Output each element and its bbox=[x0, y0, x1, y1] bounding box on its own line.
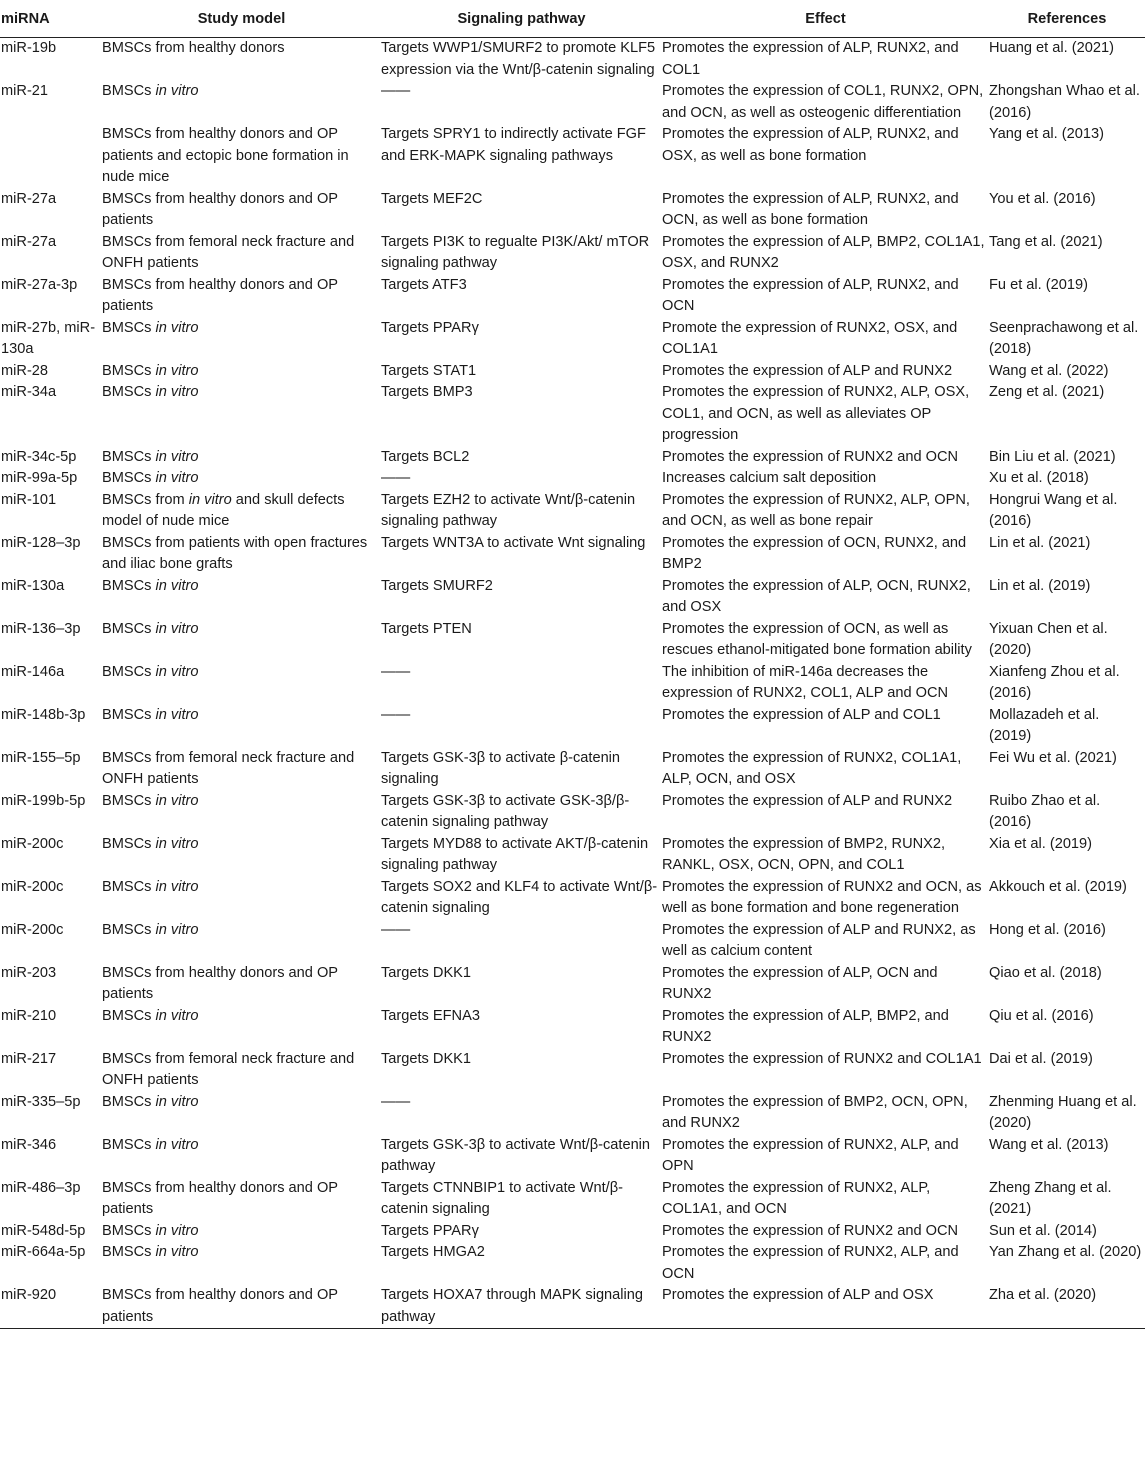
cell-mirna: miR-664a-5p bbox=[1, 1244, 86, 1260]
cell-mirna: miR-128–3p bbox=[1, 534, 81, 551]
table-row bbox=[0, 275, 1145, 318]
cell-study-model bbox=[102, 38, 381, 82]
cell-study-model bbox=[102, 1285, 381, 1329]
study-model-text: BMSCs from healthy donors and OP patients bbox=[102, 1179, 338, 1217]
table-row bbox=[0, 1285, 1145, 1329]
study-model-text: BMSCs from patients with open fractures and iliac bone grafts bbox=[102, 534, 368, 572]
study-model-text: BMSCs from femoral neck fracture and ONFH patients bbox=[102, 1050, 355, 1088]
table-row bbox=[0, 490, 1145, 533]
study-model-italic: in vitro bbox=[155, 1244, 199, 1260]
cell-reference: Xia et al. (2019) bbox=[989, 835, 1093, 852]
cell-study-model bbox=[102, 1178, 381, 1221]
cell-signaling-pathway: Targets STAT1 bbox=[381, 362, 477, 379]
cell-mirna: miR-217 bbox=[1, 1050, 57, 1067]
table-row bbox=[0, 1049, 1145, 1092]
cell-signaling-pathway: Targets PI3K to regualte PI3K/Akt/ mTOR signaling pathway bbox=[381, 233, 650, 271]
cell-reference: Hongrui Wang et al. (2016) bbox=[989, 491, 1118, 529]
cell-signaling-pathway: —— bbox=[381, 470, 411, 486]
cell-mirna: miR-200c bbox=[1, 921, 64, 938]
study-model-text: BMSCs bbox=[102, 620, 156, 637]
cell-study-model bbox=[102, 748, 381, 791]
study-model-text: BMSCs bbox=[102, 1007, 156, 1024]
cell-study-model bbox=[102, 189, 381, 232]
cell-signaling-pathway: —— bbox=[381, 921, 411, 938]
study-model-italic: in vitro bbox=[155, 663, 199, 680]
cell-mirna: miR-136–3p bbox=[1, 620, 81, 637]
table-row bbox=[0, 318, 1145, 361]
study-model-text: BMSCs from healthy donors and OP patients and ectopic bone formation in nude mice bbox=[102, 126, 349, 185]
study-model-text: BMSCs from healthy donors and OP patients bbox=[102, 276, 338, 314]
cell-study-model bbox=[102, 447, 381, 469]
cell-reference: Qiao et al. (2018) bbox=[989, 964, 1102, 981]
cell-effect: Promote the expression of RUNX2, OSX, and COL1A1 bbox=[662, 319, 958, 357]
study-model-text: BMSCs bbox=[102, 1244, 156, 1260]
cell-effect: Increases calcium salt deposition bbox=[662, 470, 877, 486]
study-model-italic: in vitro bbox=[155, 470, 199, 486]
table-row bbox=[0, 189, 1145, 232]
cell-reference: Ruibo Zhao et al. (2016) bbox=[989, 792, 1101, 830]
cell-study-model bbox=[102, 124, 381, 189]
cell-effect: Promotes the expression of ALP and COL1 bbox=[662, 706, 941, 723]
cell-reference: Zeng et al. (2021) bbox=[989, 384, 1105, 400]
study-model-text: BMSCs bbox=[102, 921, 156, 938]
cell-signaling-pathway: Targets MEF2C bbox=[381, 190, 483, 207]
study-model-text: BMSCs bbox=[102, 83, 156, 99]
table-row bbox=[0, 232, 1145, 275]
cell-mirna: miR-486–3p bbox=[1, 1179, 81, 1196]
cell-reference: Lin et al. (2021) bbox=[989, 534, 1091, 551]
table-row bbox=[0, 38, 1145, 82]
cell-study-model bbox=[102, 533, 381, 576]
study-model-italic: in vitro bbox=[155, 1093, 199, 1110]
cell-mirna: miR-335–5p bbox=[1, 1093, 81, 1110]
study-model-text: BMSCs bbox=[102, 577, 156, 594]
cell-effect: The inhibition of miR-146a decreases the expression of RUNX2, COL1, ALP and OCN bbox=[662, 663, 949, 701]
header-row bbox=[0, 0, 1145, 38]
cell-reference: Zheng Zhang et al. (2021) bbox=[989, 1179, 1112, 1217]
cell-mirna: miR-155–5p bbox=[1, 749, 81, 766]
cell-signaling-pathway: Targets WNT3A to activate Wnt signaling bbox=[381, 534, 646, 551]
study-model-text: BMSCs from healthy donors bbox=[102, 40, 285, 56]
table-row bbox=[0, 963, 1145, 1006]
cell-reference: Seenprachawong et al. (2018) bbox=[989, 319, 1139, 357]
cell-reference: Tang et al. (2021) bbox=[989, 233, 1103, 250]
cell-mirna: miR-21 bbox=[1, 83, 49, 99]
cell-study-model bbox=[102, 468, 381, 490]
cell-signaling-pathway: Targets BMP3 bbox=[381, 384, 473, 400]
cell-mirna: miR-148b-3p bbox=[1, 706, 86, 723]
cell-effect: Promotes the expression of ALP, OCN and RUNX2 bbox=[662, 964, 938, 1002]
cell-study-model bbox=[102, 1135, 381, 1178]
header-mirna: miRNA bbox=[0, 0, 102, 38]
cell-mirna: miR-200c bbox=[1, 835, 64, 852]
cell-reference: Dai et al. (2019) bbox=[989, 1050, 1093, 1067]
cell-signaling-pathway: —— bbox=[381, 1093, 411, 1110]
cell-signaling-pathway: Targets GSK-3β to activate GSK-3β/β-catenin signaling pathway bbox=[381, 792, 630, 830]
cell-signaling-pathway: Targets MYD88 to activate AKT/β-catenin signaling pathway bbox=[381, 835, 649, 873]
study-model-text: BMSCs from femoral neck fracture and ONFH patients bbox=[102, 749, 355, 787]
cell-study-model bbox=[102, 232, 381, 275]
cell-effect: Promotes the expression of RUNX2 and OCN, as well as bone formation and bone regeneration bbox=[662, 878, 982, 916]
study-model-text: BMSCs bbox=[102, 835, 156, 852]
cell-study-model bbox=[102, 1049, 381, 1092]
cell-signaling-pathway: Targets EZH2 to activate Wnt/β-catenin signaling pathway bbox=[381, 491, 636, 529]
cell-reference: Akkouch et al. (2019) bbox=[989, 878, 1127, 895]
cell-signaling-pathway: Targets SMURF2 bbox=[381, 577, 493, 594]
table-row bbox=[0, 877, 1145, 920]
cell-mirna: miR-27a-3p bbox=[1, 276, 78, 293]
study-model-text: BMSCs bbox=[102, 470, 156, 486]
table-header bbox=[0, 0, 1145, 38]
cell-reference: Qiu et al. (2016) bbox=[989, 1007, 1094, 1024]
cell-reference: Yang et al. (2013) bbox=[989, 126, 1104, 142]
cell-signaling-pathway: —— bbox=[381, 83, 411, 99]
cell-effect: Promotes the expression of RUNX2, ALP, OSX, COL1, and OCN, as well as alleviates OP progression bbox=[662, 384, 970, 443]
study-model-text: BMSCs bbox=[102, 1222, 156, 1239]
cell-study-model bbox=[102, 705, 381, 748]
header-effect: Effect bbox=[662, 0, 989, 38]
cell-mirna: miR-34a bbox=[1, 384, 57, 400]
cell-study-model bbox=[102, 834, 381, 877]
cell-reference: Fu et al. (2019) bbox=[989, 276, 1088, 293]
study-model-text: BMSCs bbox=[102, 384, 156, 400]
cell-effect: Promotes the expression of ALP and OSX bbox=[662, 1285, 989, 1329]
cell-study-model bbox=[102, 1006, 381, 1049]
cell-mirna bbox=[0, 124, 102, 189]
table-row bbox=[0, 447, 1145, 469]
table-row bbox=[0, 533, 1145, 576]
cell-signaling-pathway: Targets GSK-3β to activate β-catenin signaling bbox=[381, 749, 621, 787]
cell-effect: Promotes the expression of RUNX2, ALP, COL1A1, and OCN bbox=[662, 1179, 931, 1217]
cell-mirna: miR-19b bbox=[1, 40, 57, 56]
study-model-text: BMSCs bbox=[102, 448, 156, 465]
cell-study-model bbox=[102, 662, 381, 705]
table-row bbox=[0, 619, 1145, 662]
table-row bbox=[0, 1242, 1145, 1285]
cell-study-model bbox=[102, 1092, 381, 1135]
cell-mirna: miR-199b-5p bbox=[1, 792, 86, 809]
table-row bbox=[0, 468, 1145, 490]
cell-reference: Yan Zhang et al. (2020) bbox=[989, 1244, 1142, 1260]
cell-signaling-pathway: Targets SOX2 and KLF4 to activate Wnt/β-catenin signaling bbox=[381, 878, 658, 916]
cell-effect: Promotes the expression of ALP, RUNX2, and COL1 bbox=[662, 40, 959, 78]
cell-effect: Promotes the expression of ALP and RUNX2, as well as calcium content bbox=[662, 921, 976, 959]
cell-signaling-pathway: Targets SPRY1 to indirectly activate FGF and ERK-MAPK signaling pathways bbox=[381, 126, 646, 164]
table-row bbox=[0, 382, 1145, 447]
study-model-text: BMSCs from femoral neck fracture and ONFH patients bbox=[102, 233, 355, 271]
header-signaling-pathway: Signaling pathway bbox=[381, 0, 662, 38]
cell-effect: Promotes the expression of RUNX2, COL1A1, ALP, OCN, and OSX bbox=[662, 749, 962, 787]
cell-signaling-pathway: Targets WWP1/SMURF2 to promote KLF5 expression via the Wnt/β-catenin signaling bbox=[381, 40, 656, 78]
study-model-text: BMSCs from healthy donors and OP patients bbox=[102, 964, 338, 1002]
table-row bbox=[0, 1006, 1145, 1049]
cell-effect: Promotes the expression of ALP, BMP2, and RUNX2 bbox=[662, 1007, 949, 1045]
cell-reference: Zhongshan Whao et al. (2016) bbox=[989, 83, 1140, 121]
cell-reference: Zhenming Huang et al. (2020) bbox=[989, 1093, 1137, 1131]
cell-effect: Promotes the expression of RUNX2, ALP, OPN, and OCN, as well as bone repair bbox=[662, 491, 970, 529]
cell-signaling-pathway: Targets EFNA3 bbox=[381, 1007, 480, 1024]
cell-signaling-pathway: Targets PTEN bbox=[381, 620, 472, 637]
cell-study-model bbox=[102, 382, 381, 447]
cell-signaling-pathway: Targets GSK-3β to activate Wnt/β-catenin pathway bbox=[381, 1136, 651, 1174]
study-model-italic: in vitro bbox=[155, 706, 199, 723]
cell-signaling-pathway: Targets BCL2 bbox=[381, 448, 470, 465]
table-row bbox=[0, 81, 1145, 124]
cell-reference: Huang et al. (2021) bbox=[989, 40, 1114, 56]
cell-effect: Promotes the expression of ALP, RUNX2, and OSX, as well as bone formation bbox=[662, 126, 959, 164]
cell-reference: Bin Liu et al. (2021) bbox=[989, 448, 1116, 465]
cell-effect: Promotes the expression of RUNX2, ALP, and OCN bbox=[662, 1244, 959, 1282]
study-model-text: BMSCs bbox=[102, 792, 156, 809]
table-row bbox=[0, 920, 1145, 963]
study-model-italic: in vitro bbox=[155, 835, 199, 852]
study-model-text: BMSCs from healthy donors and OP patients bbox=[102, 1287, 338, 1325]
cell-effect: Promotes the expression of ALP, RUNX2, and OCN, as well as bone formation bbox=[662, 190, 959, 228]
table-body bbox=[0, 38, 1145, 1329]
cell-effect: Promotes the expression of RUNX2 and OCN bbox=[662, 1222, 959, 1239]
table-row bbox=[0, 361, 1145, 383]
cell-signaling-pathway: Targets PPARγ bbox=[381, 319, 479, 336]
cell-study-model bbox=[102, 791, 381, 834]
cell-mirna: miR-203 bbox=[1, 964, 57, 981]
table-row bbox=[0, 124, 1145, 189]
cell-signaling-pathway: Targets DKK1 bbox=[381, 964, 472, 981]
cell-mirna: miR-346 bbox=[1, 1136, 57, 1153]
study-model-italic: in vitro bbox=[188, 491, 232, 508]
header-references: References bbox=[989, 0, 1145, 38]
cell-signaling-pathway: —— bbox=[381, 663, 411, 680]
cell-study-model bbox=[102, 576, 381, 619]
study-model-italic: in vitro bbox=[155, 1007, 199, 1024]
cell-mirna: miR-101 bbox=[1, 491, 57, 508]
study-model-italic: in vitro bbox=[155, 620, 199, 637]
study-model-tail: and skull defects model of nude mice bbox=[102, 491, 345, 529]
cell-mirna: miR-210 bbox=[1, 1007, 57, 1024]
header-study-model: Study model bbox=[102, 0, 381, 38]
cell-mirna: miR-130a bbox=[1, 577, 65, 594]
cell-effect: Promotes the expression of ALP, RUNX2, and OCN bbox=[662, 276, 959, 314]
cell-effect: Promotes the expression of RUNX2, ALP, and OPN bbox=[662, 1136, 959, 1174]
table-row bbox=[0, 1221, 1145, 1243]
cell-reference: Mollazadeh et al. (2019) bbox=[989, 706, 1100, 744]
study-model-italic: in vitro bbox=[155, 1136, 199, 1153]
study-model-text: BMSCs bbox=[102, 319, 156, 336]
cell-study-model bbox=[102, 1242, 381, 1285]
cell-effect: Promotes the expression of BMP2, RUNX2, RANKL, OSX, OCN, OPN, and COL1 bbox=[662, 835, 946, 873]
cell-effect: Promotes the expression of ALP and RUNX2 bbox=[662, 792, 953, 809]
cell-effect: Promotes the expression of ALP, BMP2, COL1A1, OSX, and RUNX2 bbox=[662, 233, 985, 271]
cell-mirna: miR-28 bbox=[1, 362, 49, 379]
study-model-italic: in vitro bbox=[155, 83, 199, 99]
study-model-italic: in vitro bbox=[155, 878, 199, 895]
cell-signaling-pathway: Targets CTNNBIP1 to activate Wnt/β-catenin signaling bbox=[381, 1179, 623, 1217]
study-model-italic: in vitro bbox=[155, 319, 199, 336]
cell-mirna: miR-548d-5p bbox=[1, 1222, 86, 1239]
cell-study-model bbox=[102, 318, 381, 361]
cell-mirna: miR-200c bbox=[1, 878, 64, 895]
table-row bbox=[0, 1178, 1145, 1221]
study-model-text: BMSCs from healthy donors and OP patients bbox=[102, 190, 338, 228]
study-model-italic: in vitro bbox=[155, 448, 199, 465]
cell-mirna: miR-34c-5p bbox=[1, 448, 77, 465]
cell-signaling-pathway: Targets ATF3 bbox=[381, 276, 467, 293]
cell-mirna: miR-146a bbox=[1, 663, 65, 680]
study-model-text: BMSCs bbox=[102, 663, 156, 680]
table-row bbox=[0, 748, 1145, 791]
study-model-italic: in vitro bbox=[155, 792, 199, 809]
cell-signaling-pathway: Targets HOXA7 through MAPK signaling pathway bbox=[381, 1285, 662, 1329]
cell-effect: Promotes the expression of COL1, RUNX2, OPN, and OCN, as well as osteogenic differentiation bbox=[662, 83, 984, 121]
cell-mirna: miR-99a-5p bbox=[1, 470, 78, 486]
table-row bbox=[0, 791, 1145, 834]
cell-reference: Xianfeng Zhou et al. (2016) bbox=[989, 663, 1120, 701]
study-model-text: BMSCs bbox=[102, 878, 156, 895]
cell-reference: Hong et al. (2016) bbox=[989, 921, 1106, 938]
cell-effect: Promotes the expression of BMP2, OCN, OPN, and RUNX2 bbox=[662, 1093, 968, 1131]
cell-reference: Wang et al. (2013) bbox=[989, 1136, 1109, 1153]
cell-study-model bbox=[102, 361, 381, 383]
cell-signaling-pathway: —— bbox=[381, 706, 411, 723]
study-model-italic: in vitro bbox=[155, 1222, 199, 1239]
cell-reference: Wang et al. (2022) bbox=[989, 362, 1109, 379]
study-model-text: BMSCs bbox=[102, 1136, 156, 1153]
cell-reference: Yixuan Chen et al. (2020) bbox=[989, 620, 1108, 658]
cell-effect: Promotes the expression of RUNX2 and OCN bbox=[662, 448, 959, 465]
cell-study-model bbox=[102, 619, 381, 662]
cell-study-model bbox=[102, 275, 381, 318]
study-model-italic: in vitro bbox=[155, 577, 199, 594]
cell-study-model bbox=[102, 963, 381, 1006]
cell-reference: You et al. (2016) bbox=[989, 190, 1096, 207]
cell-study-model bbox=[102, 877, 381, 920]
study-model-text: BMSCs from bbox=[102, 491, 189, 508]
study-model-text: BMSCs bbox=[102, 362, 156, 379]
table-row bbox=[0, 1092, 1145, 1135]
cell-mirna: miR-27a bbox=[1, 233, 57, 250]
cell-mirna: miR-27b, miR-130a bbox=[1, 319, 96, 357]
cell-study-model bbox=[102, 81, 381, 124]
table-row bbox=[0, 834, 1145, 877]
cell-mirna: miR-27a bbox=[1, 190, 57, 207]
cell-reference: Lin et al. (2019) bbox=[989, 577, 1091, 594]
study-model-text: BMSCs bbox=[102, 1093, 156, 1110]
cell-effect: Promotes the expression of ALP, OCN, RUNX2, and OSX bbox=[662, 577, 971, 615]
cell-reference: Fei Wu et al. (2021) bbox=[989, 749, 1117, 766]
cell-effect: Promotes the expression of OCN, RUNX2, and BMP2 bbox=[662, 534, 967, 572]
cell-effect: Promotes the expression of ALP and RUNX2 bbox=[662, 362, 953, 379]
table-row bbox=[0, 1135, 1145, 1178]
table-row bbox=[0, 705, 1145, 748]
cell-mirna: miR-920 bbox=[0, 1285, 102, 1329]
cell-study-model bbox=[102, 490, 381, 533]
cell-study-model bbox=[102, 920, 381, 963]
cell-study-model bbox=[102, 1221, 381, 1243]
study-model-italic: in vitro bbox=[155, 362, 199, 379]
study-model-text: BMSCs bbox=[102, 706, 156, 723]
cell-reference: Zha et al. (2020) bbox=[989, 1285, 1145, 1329]
cell-reference: Sun et al. (2014) bbox=[989, 1222, 1097, 1239]
cell-signaling-pathway: Targets PPARγ bbox=[381, 1222, 479, 1239]
cell-effect: Promotes the expression of RUNX2 and COL1A1 bbox=[662, 1050, 982, 1067]
cell-signaling-pathway: Targets HMGA2 bbox=[381, 1244, 485, 1260]
cell-reference: Xu et al. (2018) bbox=[989, 470, 1089, 486]
table-row bbox=[0, 662, 1145, 705]
cell-signaling-pathway: Targets DKK1 bbox=[381, 1050, 472, 1067]
cell-effect: Promotes the expression of OCN, as well as rescues ethanol-mitigated bone formation ability bbox=[662, 620, 972, 658]
study-model-italic: in vitro bbox=[155, 921, 199, 938]
study-model-italic: in vitro bbox=[155, 384, 199, 400]
table-row bbox=[0, 576, 1145, 619]
